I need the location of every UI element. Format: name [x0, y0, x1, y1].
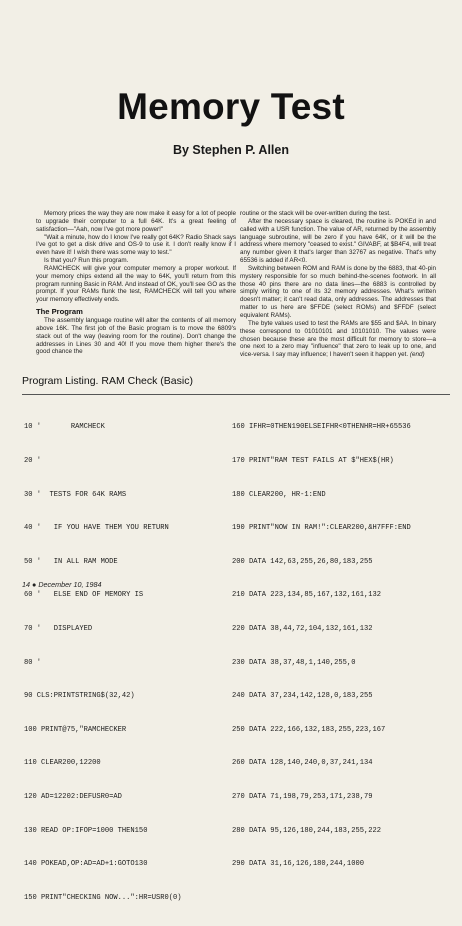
body-paragraph: "Wait a minute, how do I know I've really got 64K? Radio Shack says I've got to get a disk drive and OS-9 to use it. I don't really know if I even have it! I wish there was some way to test." [36, 233, 236, 257]
code-line: 250 DATA 222,166,132,183,255,223,167 [232, 725, 386, 734]
body-paragraph: Is that you? Run this program. [44, 257, 129, 265]
code-line: 70 ' DISPLAYED [24, 624, 93, 633]
body-paragraph: Memory prices the way they are now make it easy for a lot of people to upgrade their computer to a full 64K. It's a great feeling of satisfaction—"Aah, now I've got more power!" [36, 210, 236, 233]
code-line: 200 DATA 142,63,255,26,80,183,255 [232, 557, 373, 566]
issue-date: December 10, 1984 [38, 580, 102, 589]
code-line: 60 ' ELSE END OF MEMORY IS [24, 591, 144, 600]
code-line: 270 DATA 71,198,79,253,171,238,79 [232, 792, 373, 801]
code-line: 10 ' RAMCHECK [24, 423, 105, 432]
listing-divider [22, 394, 450, 395]
body-paragraph: routine or the stack will be over-written during the test. [240, 210, 391, 217]
code-line: 170 PRINT"RAM TEST FAILS AT $"HEX$(HR) [232, 457, 394, 465]
body-paragraph: RAMCHECK will give your computer memory a proper workout. If your memory chips extend all the way to 64K, you'll return from this program running Basic in RAM. And instead of OK, you'll see GO as the prompt. If your RAMs flunk the test, RAMCHECK will tell you where your memory effectively ends. [36, 264, 237, 304]
body-column-right [240, 210, 436, 359]
body-paragraph-text: The byte values used to test the RAMs are $55 and $AA. In binary these correspond to 01010101 and 10101010. The values were chosen because these are the most difficult for memory to store—a one next to a zero may "influence" that zero to leak up to one, and vice-versa. I say may influence; I haven't seen it happen yet. [240, 319, 436, 359]
code-line: 110 CLEAR200,12200 [24, 759, 101, 768]
code-line: 280 DATA 95,126,180,244,183,255,222 [232, 826, 381, 835]
code-line: 190 PRINT"NOW IN RAM!":CLEAR200,&H7FFF:END [232, 524, 411, 533]
code-line: 160 IFHR=0THEN190ELSEIFHR<0THENHR=HR+65536 [232, 423, 411, 432]
code-line: 210 DATA 223,134,85,167,132,161,132 [232, 591, 381, 600]
page-number: 14 [22, 580, 30, 589]
code-line: 30 ' TESTS FOR 64K RAMS [24, 490, 127, 499]
code-line: 260 DATA 128,140,240,0,37,241,134 [232, 759, 373, 768]
body-paragraph: Switching between ROM and RAM is done by the 6883, that 40-pin mystery responsible for so much behind-the-scenes footwork. In all those 40 pins there are no data lines—the 6883 is controlled by simply writing to one of its 32 memory addresses. What's written doesn't matter; it can't read data, only addresses. The addresses that matter to us here are $FFDE (select ROMs) and $FFDF (select equivalent RAMs). [240, 264, 436, 319]
article-title: Memory Test [117, 86, 345, 127]
code-line: 240 DATA 37,234,142,128,0,183,255 [232, 692, 373, 701]
body-column-left [36, 210, 236, 356]
listing-heading: Program Listing. RAM Check (Basic) [22, 375, 193, 387]
code-line: 90 CLS:PRINTSTRING$(32,42) [24, 692, 135, 701]
code-line: 150 PRINT"CHECKING NOW...":HR=USR0(0) [24, 893, 182, 902]
page-footer [22, 580, 101, 589]
code-line: 100 PRINT@75,"RAMCHECKER [24, 725, 127, 734]
body-paragraph: After the necessary space is cleared, the routine is POKEd in and called with a USR function. The value of AR, returned by the assembly language subroutine, will be zero if you have 64K, or it will be the address where memory "ceased to exist." GIVABF, at $B4F4, will treat any number given it that's larger than 32767 as negative. That's why 65536 is added if AR<0. [240, 217, 436, 265]
code-line: 20 ' [24, 457, 42, 465]
code-line: 230 DATA 38,37,48,1,140,255,0 [232, 658, 356, 667]
code-line: 130 READ OP:IFOP=1000 THEN150 [24, 826, 148, 835]
code-line: 290 DATA 31,16,126,180,244,1000 [232, 860, 364, 869]
bullet-separator: ● [32, 580, 37, 589]
article-byline: By Stephen P. Allen [172, 143, 289, 157]
code-line: 120 AD=12202:DEFUSR0=AD [24, 792, 122, 801]
code-column-left [24, 400, 182, 926]
section-heading: The Program [36, 307, 83, 317]
code-line: 140 POKEAD,OP:AD=AD+1:GOTO130 [24, 860, 148, 869]
end-mark: (end) [409, 351, 425, 359]
body-paragraph-last [240, 320, 436, 359]
code-line: 180 CLEAR200, HR-1:END [232, 490, 326, 499]
code-column-right [232, 400, 411, 893]
code-line: 50 ' IN ALL RAM MODE [24, 557, 118, 566]
body-paragraph: The assembly language routine will alter the contents of all memory above 16K. The first job of the Basic program is to move the 6809's stack out of the way (leaving room for the routine). Don't change the addresses in Lines 30 and 40! If you move them higher there's the good chance the [36, 316, 236, 356]
code-line: 80 ' [24, 658, 42, 667]
code-line: 40 ' IF YOU HAVE THEM YOU RETURN [24, 524, 169, 533]
code-line: 220 DATA 38,44,72,104,132,161,132 [232, 624, 373, 633]
